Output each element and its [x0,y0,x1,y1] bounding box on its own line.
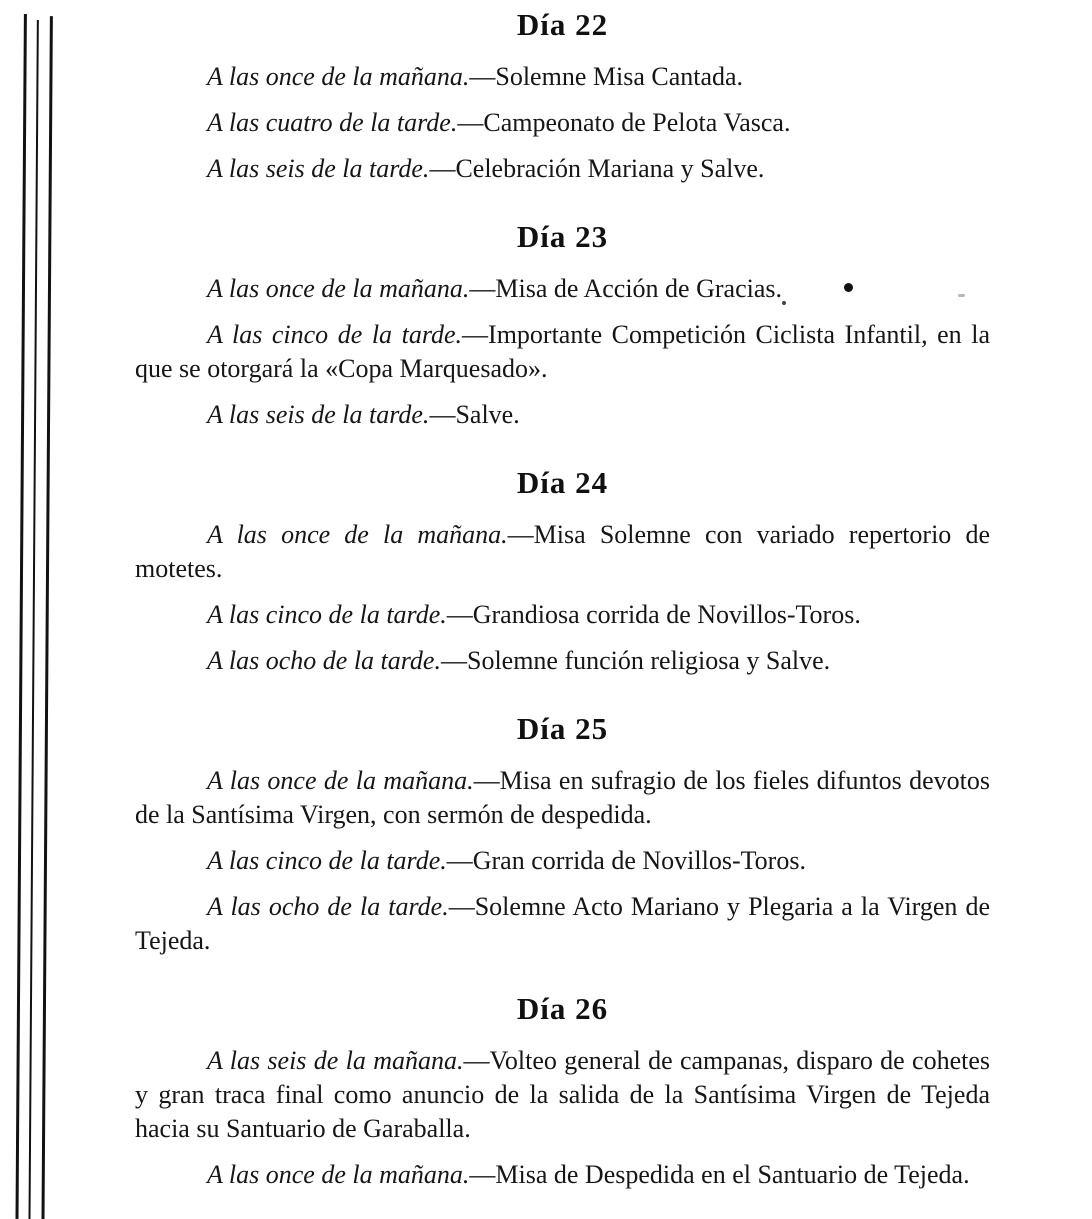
entry-description: Volteo general de campanas, disparo de cohetes y gran traca final como anuncio de la salida de la Santísima Virgen de Tejeda hacia su Santuario de Garaballa. [135,1046,991,1143]
day-heading: Día 23 [516,219,609,254]
entry-time: A las once de la mañana. [207,1160,470,1189]
entry-description: Misa de Acción de Gracias. [495,274,782,303]
entry-description: Misa Solemne con variado repertorio de motetes. [135,520,991,583]
entry-separator: — [507,520,534,549]
entry-time: A las seis de la tarde. [207,154,430,183]
entry-time: A las seis de la mañana. [207,1046,464,1075]
entry-separator: — [469,274,496,303]
entry-description: Grandiosa corrida de Novillos-Toros. [472,600,861,629]
entry-description: Solemne función religiosa y Salve. [466,646,831,675]
entry-separator: — [463,1046,490,1075]
entry-separator: — [457,108,484,137]
entry-separator: — [446,600,473,629]
entry-description: Importante Competición Ciclista Infantil, en la que se otorgará la «Copa Marquesado». [135,320,990,383]
entry-time: A las cuatro de la tarde. [207,108,458,137]
entry-description: Misa de Despedida en el Santuario de Tejeda. [495,1160,970,1189]
entry-time: A las once de la mañana. [207,520,508,549]
section-dia-24 [135,462,990,678]
entry-time: A las cinco de la tarde. [207,320,463,349]
entry-separator: — [469,1160,496,1189]
day-heading: Día 24 [516,465,609,500]
program-entry [135,60,990,94]
program-entry [135,152,990,186]
section-dia-23 [135,216,990,432]
program-text [135,0,990,1192]
section-dia-26 [135,988,990,1192]
program-entry [135,518,990,586]
entry-separator: — [473,766,500,795]
book-binding-lines [0,0,70,1219]
entry-separator: — [429,154,456,183]
entry-time: A las once de la mañana. [207,274,470,303]
program-entry [135,844,990,878]
program-entry [135,890,990,958]
program-entry [135,598,990,632]
entry-description: Misa en sufragio de los fieles difuntos devotos de la Santísima Virgen, con sermón de despedida. [135,766,991,829]
program-entry [135,272,990,306]
program-entry [135,1158,990,1192]
entry-separator: — [462,320,489,349]
entry-time: A las seis de la tarde. [207,400,430,429]
entry-description: Solemne Acto Mariano y Plegaria a la Virgen de Tejeda. [135,892,990,955]
program-entry [135,644,990,678]
program-entry [135,764,990,832]
ink-speck [958,294,965,297]
program-entry [135,106,990,140]
binding-line [41,16,52,1219]
entry-description: Salve. [455,400,520,429]
section-dia-22 [135,4,990,186]
program-entry [135,318,990,386]
entry-description: Celebración Mariana y Salve. [455,154,765,183]
entry-description: Gran corrida de Novillos-Toros. [472,846,806,875]
entry-separator: — [469,62,496,91]
entry-time: A las once de la mañana. [207,766,474,795]
entry-time: A las cinco de la tarde. [207,846,447,875]
day-heading: Día 25 [516,711,609,746]
program-entry [135,1044,990,1146]
ink-speck [844,283,853,292]
day-heading: Día 26 [516,991,609,1026]
binding-line [28,20,38,1219]
entry-separator: — [448,892,475,921]
binding-line [15,14,26,1219]
entry-description: Solemne Misa Cantada. [495,62,744,91]
entry-separator: — [429,400,456,429]
program-entry [135,398,990,432]
entry-description: Campeonato de Pelota Vasca. [483,108,791,137]
entry-time: A las once de la mañana. [207,62,470,91]
section-dia-25 [135,708,990,958]
entry-time: A las ocho de la tarde. [207,892,449,921]
ink-speck [782,301,786,305]
day-heading: Día 22 [516,7,609,42]
entry-time: A las ocho de la tarde. [207,646,441,675]
entry-separator: — [440,646,467,675]
entry-separator: — [446,846,473,875]
entry-time: A las cinco de la tarde. [207,600,447,629]
